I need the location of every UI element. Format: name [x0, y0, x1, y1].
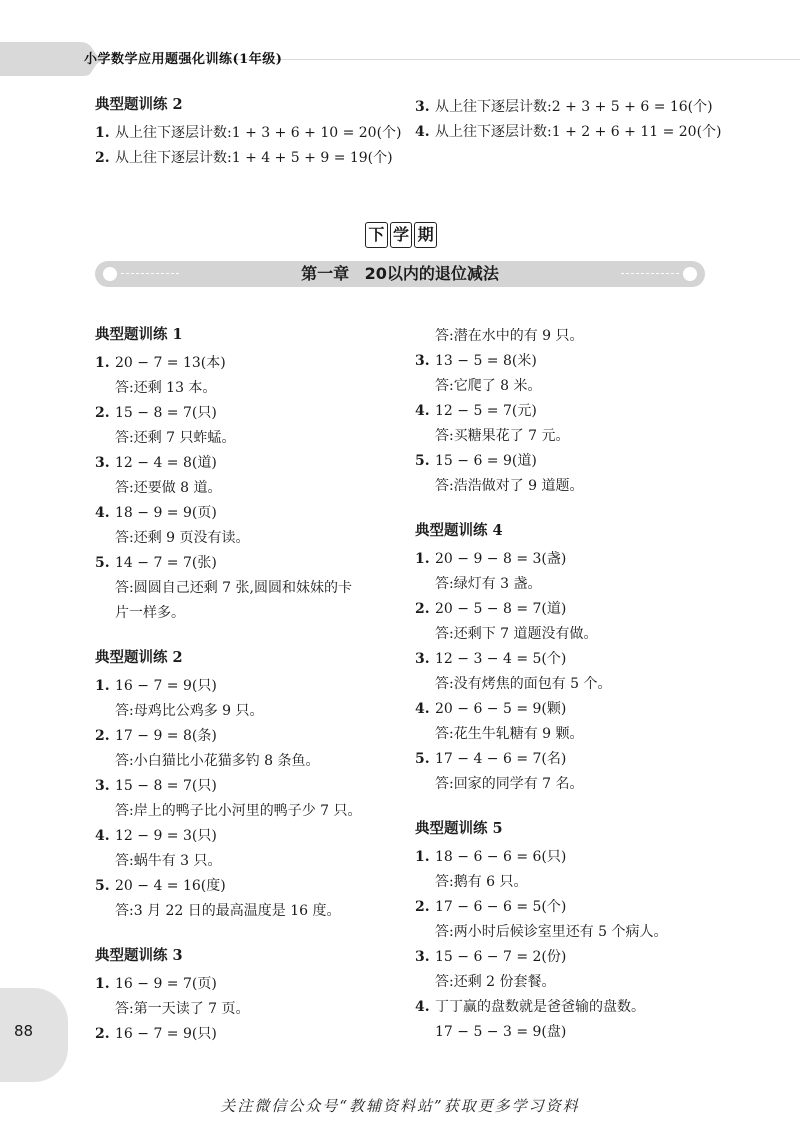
exercise-question: [415, 747, 745, 772]
exercise-number: 5.: [415, 751, 430, 767]
exercise-question: [95, 451, 415, 476]
exercise-question: [95, 351, 415, 376]
semester-char: 学: [390, 222, 413, 248]
exercise-answer: 答:鹅有 6 只。: [435, 874, 528, 890]
exercise-answer: 答:母鸡比公鸡多 9 只。: [115, 703, 264, 719]
exercise-equation: 14 − 7 = 7(张): [115, 555, 217, 571]
section-gap: [415, 797, 745, 819]
section-title: 典型题训练 3: [95, 947, 183, 964]
exercise-question: [415, 845, 745, 870]
exercise-question: [415, 597, 745, 622]
exercise-equation: 20 − 5 − 8 = 7(道): [435, 601, 567, 617]
exercise-equation: 15 − 8 = 7(只): [115, 405, 217, 421]
exercise-equation: 12 − 5 = 7(元): [435, 403, 537, 419]
chapter-banner: [95, 261, 705, 287]
exercise-answer: 答:买糖果花了 7 元。: [435, 428, 570, 444]
exercise-equation: 16 − 7 = 9(只): [115, 1026, 217, 1042]
running-header: 小学数学应用题强化训练(1年级): [84, 52, 283, 67]
exercise-equation: 17 − 9 = 8(条): [115, 728, 217, 744]
exercise-answer: 答:它爬了 8 米。: [435, 378, 542, 394]
exercise-number: 5.: [95, 555, 110, 571]
exercise-answer: 答:回家的同学有 7 名。: [435, 776, 584, 792]
exercise-number: 1.: [95, 976, 110, 992]
exercise-number: 3.: [415, 949, 430, 965]
exercise-answer: 答:第一天读了 7 页。: [115, 1001, 250, 1017]
section-title: 典型题训练 1: [95, 326, 183, 343]
exercise-list: [415, 845, 745, 1045]
exercise-question: [95, 824, 415, 849]
exercise-question: [415, 697, 745, 722]
exercise-question: [95, 501, 415, 526]
footer-watermark: 关注微信公众号“教辅资料站”获取更多学习资料: [220, 1097, 580, 1115]
semester-char: 下: [365, 222, 388, 248]
exercise-question: [95, 774, 415, 799]
exercise-equation: 16 − 9 = 7(页): [115, 976, 217, 992]
exercise-answer: 答:绿灯有 3 盏。: [435, 576, 542, 592]
exercise-answer: 答:还剩 13 本。: [115, 380, 217, 396]
exercise-question: [95, 724, 415, 749]
exercise-list: [95, 674, 415, 924]
exercise-list: [415, 349, 745, 499]
exercise-equation: 12 − 9 = 3(只): [115, 828, 217, 844]
exercise-number: 5.: [95, 878, 110, 894]
exercise-question: [415, 349, 745, 374]
section-gap: [415, 499, 745, 521]
exercise-answer: 答:还剩 7 只蚱蜢。: [115, 430, 236, 446]
exercise-question: [95, 674, 415, 699]
exercise-equation: 18 − 9 = 9(页): [115, 505, 217, 521]
list-item: 4. 从上往下逐层计数:1 + 2 + 6 + 11 = 20(个): [415, 124, 722, 140]
exercise-equation: 17 − 4 − 6 = 7(名): [435, 751, 567, 767]
exercise-answer: 答:花生牛轧糖有 9 颗。: [435, 726, 584, 742]
chapter-title: 第一章 20以内的退位减法: [301, 264, 499, 283]
exercise-answer: 答:岸上的鸭子比小河里的鸭子少 7 只。: [115, 803, 362, 819]
exercise-number: 3.: [415, 651, 430, 667]
exercise-number: 4.: [415, 701, 430, 717]
exercise-equation: 17 − 6 − 6 = 5(个): [435, 899, 567, 915]
exercise-number: 2.: [415, 899, 430, 915]
exercise-number: 4.: [415, 403, 430, 419]
exercise-list: [95, 972, 415, 1047]
exercise-equation: 丁丁赢的盘数就是爸爸输的盘数。: [435, 999, 645, 1015]
exercise-equation: 20 − 6 − 5 = 9(颗): [435, 701, 567, 717]
exercise-answer: 答:3 月 22 日的最高温度是 16 度。: [115, 903, 341, 919]
exercise-answer: 答:还要做 8 道。: [115, 480, 222, 496]
exercise-number: 2.: [95, 405, 110, 421]
exercise-answer: 答:圆圆自己还剩 7 张,圆圆和妹妹的卡: [115, 580, 352, 596]
exercise-number: 4.: [95, 505, 110, 521]
exercise-number: 5.: [415, 453, 430, 469]
exercise-answer: 片一样多。: [115, 605, 185, 621]
exercise-question: [415, 449, 745, 474]
page-number-tab: [0, 988, 68, 1082]
exercise-equation: 16 − 7 = 9(只): [115, 678, 217, 694]
exercise-question: [415, 647, 745, 672]
exercise-question: [95, 551, 415, 576]
section-title: 典型题训练 4: [415, 522, 503, 539]
exercise-question: [415, 995, 745, 1020]
exercise-list: [415, 547, 745, 797]
exercise-answer: 答:还剩下 7 道题没有做。: [435, 626, 598, 642]
page-number: 88: [14, 1022, 34, 1040]
top-left-column: [95, 95, 415, 171]
exercise-answer: 答:两小时后候诊室里还有 5 个病人。: [435, 924, 668, 940]
exercise-question: [415, 547, 745, 572]
exercise-equation: 20 − 4 = 16(度): [115, 878, 226, 894]
exercise-list: [95, 351, 415, 626]
exercise-question: [95, 1022, 415, 1047]
exercise-number: 1.: [95, 678, 110, 694]
exercise-number: 4.: [415, 999, 430, 1015]
exercise-number: 3.: [95, 778, 110, 794]
exercise-answer: 答:浩浩做对了 9 道题。: [435, 478, 584, 494]
exercise-equation: 12 − 3 − 4 = 5(个): [435, 651, 567, 667]
exercise-equation: 13 − 5 = 8(米): [435, 353, 537, 369]
exercise-number: 1.: [415, 551, 430, 567]
semester-badge: [365, 222, 437, 248]
left-column: [95, 325, 415, 1047]
exercise-question: [95, 972, 415, 997]
exercise-question: [95, 401, 415, 426]
list-item: 2. 从上往下逐层计数:1 + 4 + 5 + 9 = 19(个): [95, 150, 393, 166]
exercise-number: 2.: [95, 728, 110, 744]
exercise-answer: 答:没有烤焦的面包有 5 个。: [435, 676, 612, 692]
top-right-column: [415, 95, 745, 145]
right-column: [415, 324, 745, 1045]
section-title: 典型题训练 2: [95, 649, 183, 666]
section-gap: [95, 924, 415, 946]
exercise-answer: 答:小白猫比小花猫多钓 8 条鱼。: [115, 753, 320, 769]
exercise-question: [415, 399, 745, 424]
exercise-equation: 12 − 4 = 8(道): [115, 455, 217, 471]
exercise-number: 3.: [95, 455, 110, 471]
exercise-number: 2.: [95, 1026, 110, 1042]
exercise-equation: 15 − 6 − 7 = 2(份): [435, 949, 567, 965]
exercise-answer: 答:蜗牛有 3 只。: [115, 853, 222, 869]
section-title: 典型题训练 2: [95, 96, 183, 113]
section-title: 典型题训练 5: [415, 820, 503, 837]
section-gap: [95, 626, 415, 648]
semester-char: 期: [414, 222, 437, 248]
list-item: 3. 从上往下逐层计数:2 + 3 + 5 + 6 = 16(个): [415, 99, 713, 115]
exercise-number: 1.: [415, 849, 430, 865]
exercise-answer: 答:还剩 9 页没有读。: [115, 530, 250, 546]
exercise-number: 2.: [415, 601, 430, 617]
exercise-number: 3.: [415, 353, 430, 369]
exercise-question: [95, 874, 415, 899]
exercise-number: 4.: [95, 828, 110, 844]
exercise-equation: 15 − 8 = 7(只): [115, 778, 217, 794]
exercise-equation: 15 − 6 = 9(道): [435, 453, 537, 469]
list-item: 1. 从上往下逐层计数:1 + 3 + 6 + 10 = 20(个): [95, 125, 402, 141]
exercise-equation: 20 − 9 − 8 = 3(盏): [435, 551, 567, 567]
exercise-equation: 18 − 6 − 6 = 6(只): [435, 849, 567, 865]
exercise-number: 1.: [95, 355, 110, 371]
exercise-answer: 17 − 5 − 3 = 9(盘): [435, 1024, 567, 1040]
exercise-equation: 20 − 7 = 13(本): [115, 355, 226, 371]
exercise-question: [415, 895, 745, 920]
exercise-question: [415, 945, 745, 970]
exercise-answer: 答:还剩 2 份套餐。: [435, 974, 556, 990]
answer-line: 答:潜在水中的有 9 只。: [435, 328, 584, 344]
